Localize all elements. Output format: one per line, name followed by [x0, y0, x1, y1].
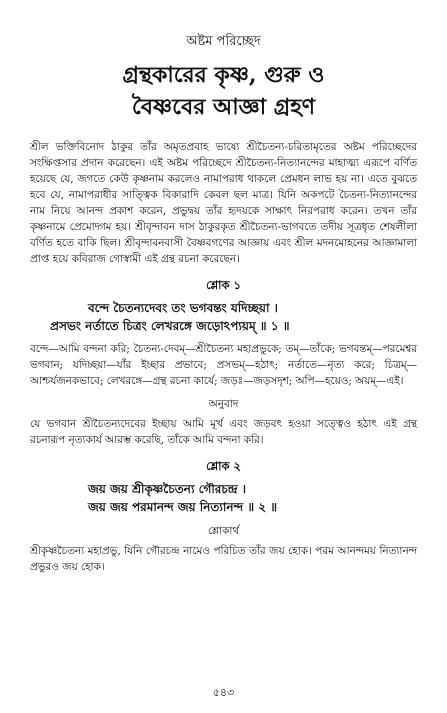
verse-1-synonyms: বন্দে—আমি বন্দনা করি; চৈতন্য-দেবম্—শ্রীচৈতন্য মহাপ্রভুকে; তম্—তাঁকে; ভগবন্তম্—পরমেশ্বর ভগবান; যদিচ্ছয়া—যাঁর ইচ্ছার প্রভাবে; প্রসভম্—হঠাৎ; নর্তাতে—নৃত্য করে; চিত্রম্—আশ্চর্যজনকভাবে; লেখরঙ্গে—গ্রন্থ রচনা কার্যে; জড়ঃ—জড়সদৃশ; অপি—হয়েও; অয়ম্—এই। — [30, 343, 417, 387]
verse-2-text — [30, 480, 417, 516]
chapter-title — [30, 59, 417, 123]
page-number: ৫৪৩ — [212, 686, 235, 699]
verse-1-translation: যে ভগবান শ্রীচৈতন্যদেবের ইচ্ছায় আমি মূর্খ এবং জড়বৎ হওয়া সত্ত্বেও হঠাৎ এই গ্রন্থ রচনারূপ নৃত্যকার্য আরম্ভ করেছি, তাঁকে আমি বন্দনা করি। — [30, 418, 417, 446]
chapter-summary: শ্রীল ভক্তিবিনোদ ঠাকুর তাঁর অমৃতপ্রবাহ ভাষ্যে শ্রীচৈতন্য-চরিতামৃতের অষ্টম পরিচ্ছেদের সংক্ষিপ্তসার প্রদান করেছেন। এই অষ্টম পরিচ্ছেদে শ্রীচৈতন্য-নিত্যানন্দের মাহাত্ম্য এরূপে বর্ণিত হয়েছে যে, জগতে কেউ কৃষ্ণনাম করলেও নামাপরাধ থাকলে প্রেমধন লাভ হয় না। এতে বুঝতে হবে যে, নামাপরাধীর সাত্ত্বিক বিকারাদি কেবল ছল মাত্র। যিনি অকপটে চৈতন্য-নিত্যানন্দের নাম নিয়ে আনন্দ প্রকাশ করেন, প্রভুদ্বয় তাঁর হৃদয়কে সাক্ষাৎ নিরপরাধ করেন। তখন তাঁর কৃষ্ণনামে প্রেমোদ্গম হয়। শ্রীবৃন্দাবন দাস ঠাকুরকৃত শ্রীচৈতন্য-ভাগবতে তদীয় সূত্রধৃত শেষলীলা বর্ণিত হতে বাকি ছিল। শ্রীবৃন্দাবনবাসী বৈষ্ণবগণের আজ্ঞায় এবং শ্রীল মদনমোহনের আজ্ঞামালা প্রাপ্ত হয়ে কবিরাজ গোস্বামী এই গ্রন্থ রচনা করেছেন। — [30, 141, 417, 265]
chapter-title-line-1: গ্রন্থকারের কৃষ্ণ, গুরু ও — [122, 62, 325, 88]
verse-1-label: শ্লোক ১ — [205, 278, 242, 292]
verse-2-meaning-label: শ্লোকার্থ — [207, 525, 240, 537]
verse-1-text — [30, 299, 417, 335]
chapter-title-line-2: বৈষ্ণবের আজ্ঞা গ্রহণ — [131, 94, 316, 120]
verse-1-line-1: বন্দে চৈতন্যদেবং তং ভগবন্তং যদিচ্ছয়া । — [88, 301, 278, 315]
verse-1-line-2: প্রসভং নর্তাতে চিত্রং লেখরঙ্গে জড়োঽপ্যয়ম্ ॥ ১ ॥ — [50, 319, 290, 333]
verse-2-line-2: জয় জয় পরমানন্দ জয় নিত্যানন্দ ॥ ২ ॥ — [88, 500, 278, 514]
verse-2-line-1: জয় জয় শ্রীকৃষ্ণচৈতন্য গৌরচন্দ্র । — [88, 482, 247, 496]
verse-2-meaning: শ্রীকৃষ্ণচৈতন্য মহাপ্রভু, যিনি গৌরচন্দ্র নামেও পরিচিত তাঁর জয় হোক। পরম আনন্দময় নিত্যানন্দ প্রভুরও জয় হোক। — [30, 545, 417, 573]
verse-1-translation-label: অনুবাদ — [208, 398, 239, 410]
chapter-label: অষ্টম পরিচ্ছেদ — [186, 34, 261, 49]
verse-2-label: শ্লোক ২ — [205, 459, 242, 473]
